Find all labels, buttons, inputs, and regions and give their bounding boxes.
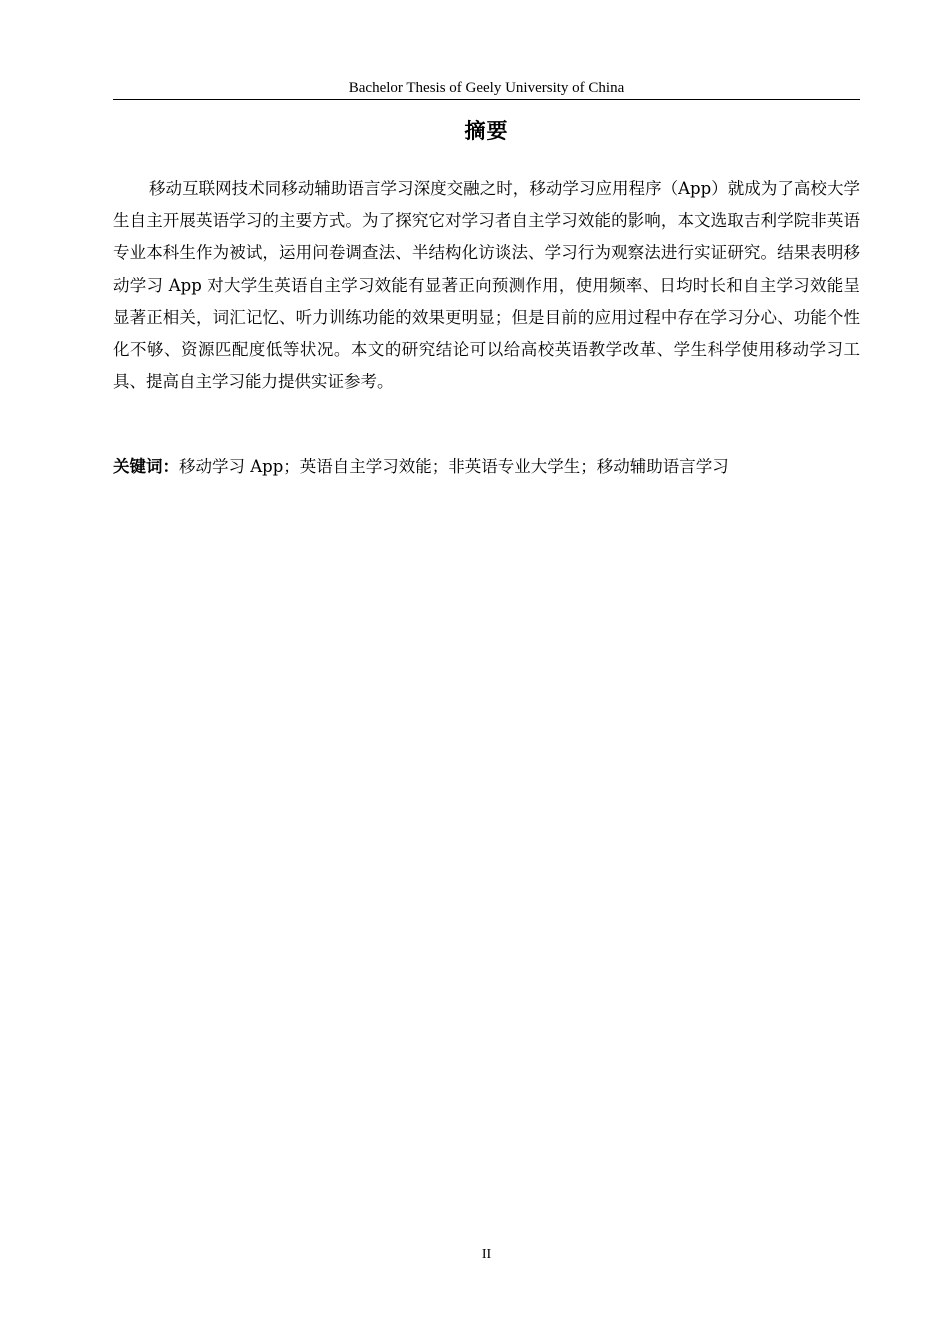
keywords-text: 移动学习 App；英语自主学习效能；非英语专业大学生；移动辅助语言学习 [179,457,729,476]
abstract-body: 移动互联网技术同移动辅助语言学习深度交融之时，移动学习应用程序（App）就成为了高校大学生自主开展英语学习的主要方式。为了探究它对学习者自主学习效能的影响，本文选取吉利学院非英语专业本科生作为被试，运用问卷调查法、半结构化访谈法、学习行为观察法进行实证研究。结果表明移动学习 App 对大学生英语自主学习效能有显著正向预测作用，使用频率、日均时长和自主学习效能呈显著正相关，词汇记忆、听力训练功能的效果更明显；但是目前的应用过程中存在学习分心、功能个性化不够、资源匹配度低等状况。本文的研究结论可以给高校英语教学改革、学生科学使用移动学习工具、提高自主学习能力提供实证参考。 [113,179,860,392]
keywords-line [113,451,873,483]
abstract-title: 摘要 [464,119,509,143]
running-header: Bachelor Thesis of Geely University of China [348,80,625,96]
page-number: II [481,1247,492,1262]
keywords-label: 关键词： [113,457,179,476]
header-rule [113,99,860,100]
